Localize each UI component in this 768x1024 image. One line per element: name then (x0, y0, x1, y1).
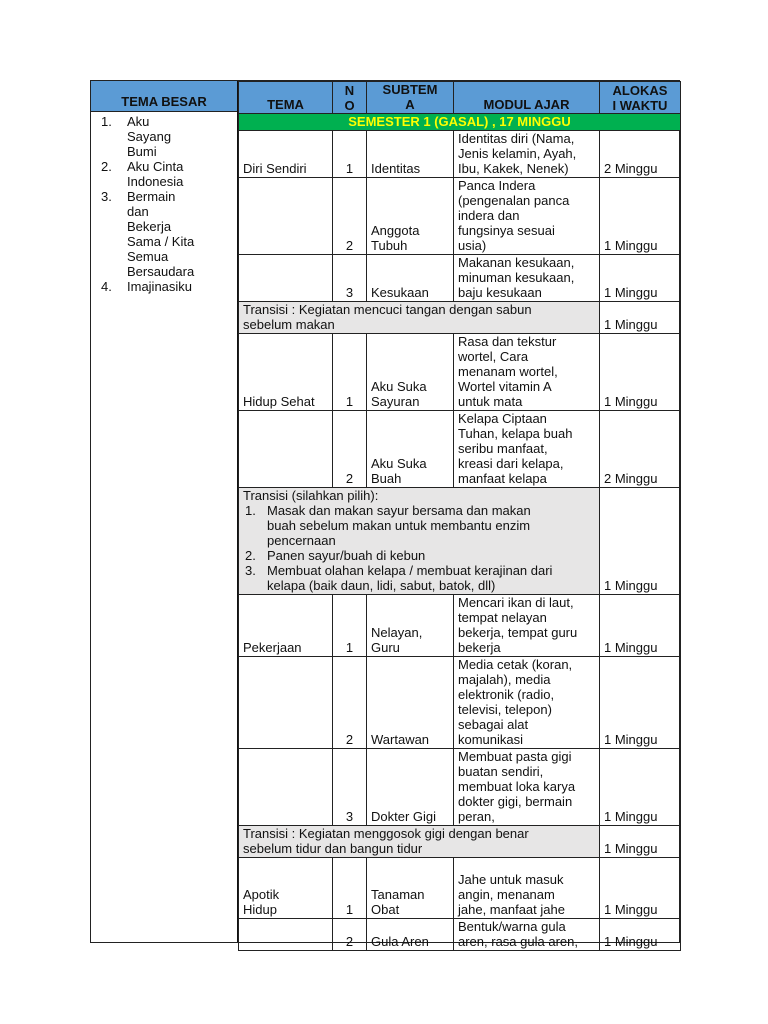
tema-cell (239, 411, 333, 488)
subtema-cell: Gula Aren (367, 919, 454, 951)
table-row (239, 749, 681, 826)
waktu-cell: 1 Minggu (600, 178, 681, 255)
waktu-cell: 1 Minggu (600, 302, 681, 334)
tema-besar-column (91, 81, 239, 942)
tema-cell (239, 657, 333, 749)
tema-besar-item (101, 114, 233, 159)
modul-cell: Media cetak (koran, majalah), media elektronik (radio, televisi, telepon) sebagai alat komunikasi (454, 657, 600, 749)
tema-besar-item (101, 189, 233, 279)
waktu-cell: 2 Minggu (600, 131, 681, 178)
waktu-cell: 1 Minggu (600, 749, 681, 826)
tema-besar-text: Bermain dan Bekerja Sama / Kita Semua Bersaudara (127, 189, 195, 279)
tema-cell: Diri Sendiri (239, 131, 333, 178)
list-number: 3. (245, 563, 256, 578)
modul-cell: Rasa dan tekstur wortel, Cara menanam wortel, Wortel vitamin A untuk mata (454, 334, 600, 411)
table-row (239, 334, 681, 411)
subtema-cell: Nelayan, Guru (367, 595, 454, 657)
subtema-cell: Aku Suka Sayuran (367, 334, 454, 411)
table-row (239, 131, 681, 178)
waktu-cell: 1 Minggu (600, 595, 681, 657)
tema-cell: Pekerjaan (239, 595, 333, 657)
subtema-cell: Tanaman Obat (367, 858, 454, 919)
modul-cell: Makanan kesukaan, minuman kesukaan, baju kesukaan (454, 255, 600, 302)
transisi-option (243, 548, 595, 563)
modul-cell: Jahe untuk masuk angin, menanam jahe, manfaat jahe (454, 858, 600, 919)
transisi-list-cell (239, 488, 600, 595)
list-number: 1. (245, 503, 256, 518)
waktu-cell: 1 Minggu (600, 488, 681, 595)
modul-cell: Bentuk/warna gula aren, rasa gula aren, (454, 919, 600, 951)
modul-cell: Kelapa Ciptaan Tuhan, kelapa buah seribu manfaat, kreasi dari kelapa, manfaat kelapa (454, 411, 600, 488)
waktu-cell: 2 Minggu (600, 411, 681, 488)
waktu-cell: 1 Minggu (600, 858, 681, 919)
subtema-cell: Dokter Gigi (367, 749, 454, 826)
header-modul-ajar: MODUL AJAR (454, 82, 600, 114)
no-cell: 2 (333, 919, 367, 951)
transisi-options (243, 503, 595, 593)
waktu-cell: 1 Minggu (600, 334, 681, 411)
modul-cell: Panca Indera (pengenalan panca indera dan fungsinya sesuai usia) (454, 178, 600, 255)
transisi-option-text: Masak dan makan sayur bersama dan makan buah sebelum makan untuk membantu enzim pencernaan (267, 503, 531, 548)
semester-label: SEMESTER 1 (GASAL) , 17 MINGGU (239, 114, 681, 131)
waktu-cell: 1 Minggu (600, 657, 681, 749)
tema-cell (239, 255, 333, 302)
header-no: N O (333, 82, 367, 114)
header-tema: TEMA (239, 82, 333, 114)
waktu-cell: 1 Minggu (600, 255, 681, 302)
list-number: 2. (245, 548, 256, 563)
tema-besar-text: Aku Sayang Bumi (127, 114, 172, 159)
transisi-text: Transisi : Kegiatan mencuci tangan dengan sabun sebelum makan (239, 302, 600, 334)
transisi-option (243, 503, 595, 548)
transisi-row (239, 302, 681, 334)
header-row (239, 82, 681, 114)
transisi-option-text: Panen sayur/buah di kebun (267, 548, 426, 563)
no-cell: 1 (333, 131, 367, 178)
subtema-cell: Kesukaan (367, 255, 454, 302)
tema-cell: Hidup Sehat (239, 334, 333, 411)
no-cell: 1 (333, 858, 367, 919)
modul-cell: Identitas diri (Nama, Jenis kelamin, Ayah, Ibu, Kakek, Nenek) (454, 131, 600, 178)
no-cell: 2 (333, 657, 367, 749)
subtema-cell: Wartawan (367, 657, 454, 749)
tema-cell (239, 749, 333, 826)
curriculum-table (90, 80, 680, 949)
no-cell: 3 (333, 749, 367, 826)
list-number: 1. (101, 114, 112, 129)
table-row (239, 595, 681, 657)
transisi-row (239, 488, 681, 595)
table-row (239, 178, 681, 255)
header-subtema: SUBTEM A (367, 82, 454, 114)
table-row (239, 858, 681, 919)
modul-cell: Mencari ikan di laut, tempat nelayan bekerja, tempat guru bekerja (454, 595, 600, 657)
no-cell: 1 (333, 334, 367, 411)
subtema-cell: Identitas (367, 131, 454, 178)
tema-besar-list (91, 112, 237, 294)
detail-table (238, 81, 681, 951)
no-cell: 1 (333, 595, 367, 657)
tema-cell (239, 919, 333, 951)
tema-besar-text: Aku Cinta Indonesia (127, 159, 184, 189)
subtema-cell: Aku Suka Buah (367, 411, 454, 488)
list-number: 4. (101, 279, 112, 294)
transisi-row (239, 826, 681, 858)
table-row (239, 411, 681, 488)
tema-cell (239, 178, 333, 255)
waktu-cell: 1 Minggu (600, 919, 681, 951)
tema-besar-item (101, 279, 233, 294)
transisi-option-text: Membuat olahan kelapa / membuat kerajinan dari kelapa (baik daun, lidi, sabut, batok, dll) (267, 563, 553, 593)
header-tema-besar: TEMA BESAR (91, 81, 237, 112)
tema-besar-text: Imajinasiku (127, 279, 193, 294)
transisi-title: Transisi (silahkan pilih): (243, 488, 379, 503)
tema-besar-item (101, 159, 233, 189)
list-number: 3. (101, 189, 112, 204)
transisi-option (243, 563, 595, 593)
table-row (239, 657, 681, 749)
list-number: 2. (101, 159, 112, 174)
table-row (239, 919, 681, 951)
header-alokasi-waktu: ALOKAS I WAKTU (600, 82, 681, 114)
no-cell: 2 (333, 411, 367, 488)
subtema-cell: Anggota Tubuh (367, 178, 454, 255)
no-cell: 2 (333, 178, 367, 255)
no-cell: 3 (333, 255, 367, 302)
table-row (239, 255, 681, 302)
modul-cell: Membuat pasta gigi buatan sendiri, membuat loka karya dokter gigi, bermain peran, (454, 749, 600, 826)
tema-cell: Apotik Hidup (239, 858, 333, 919)
semester-row (239, 114, 681, 131)
waktu-cell: 1 Minggu (600, 826, 681, 858)
transisi-text: Transisi : Kegiatan menggosok gigi dengan benar sebelum tidur dan bangun tidur (239, 826, 600, 858)
